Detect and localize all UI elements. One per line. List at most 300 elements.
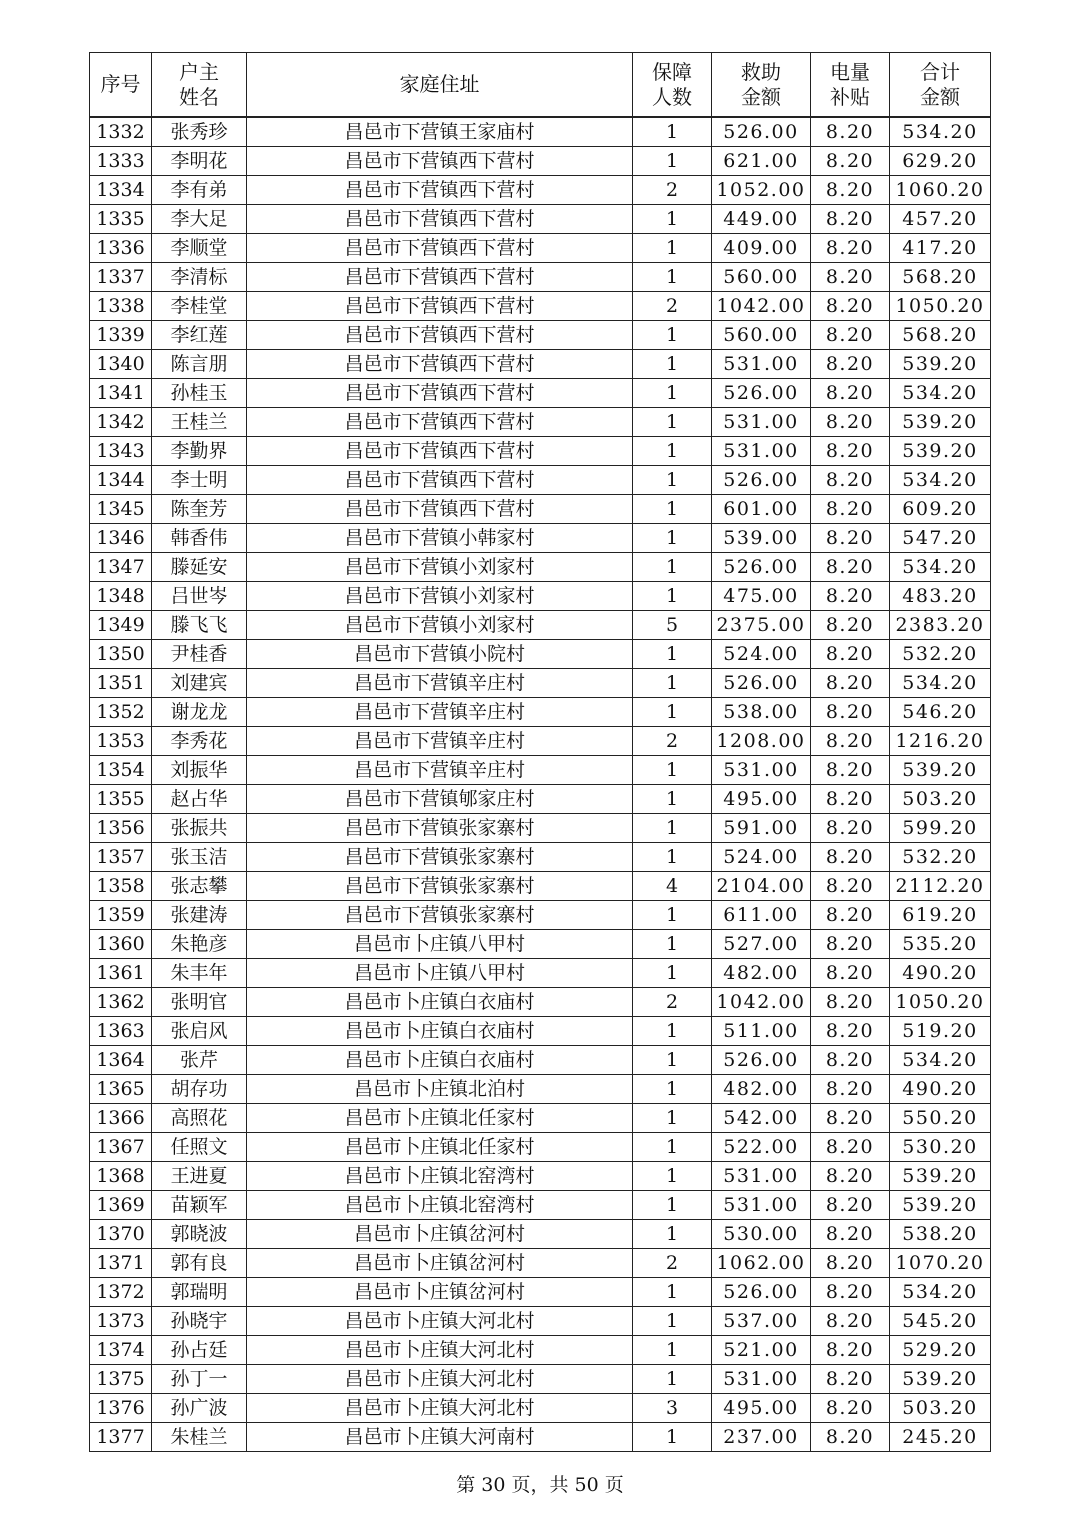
cell-relief-amount: 531.00 (712, 1162, 811, 1191)
cell-householder-name: 张芹 (152, 1046, 247, 1075)
cell-householder-name: 朱丰年 (152, 959, 247, 988)
cell-home-address: 昌邑市下营镇郇家庄村 (247, 785, 633, 814)
cell-total-amount: 1060.20 (890, 176, 991, 205)
cell-electricity-subsidy: 8.20 (811, 205, 890, 234)
cell-serial-number: 1338 (90, 292, 152, 321)
cell-householder-name: 胡存功 (152, 1075, 247, 1104)
cell-householder-name: 赵占华 (152, 785, 247, 814)
cell-total-amount: 534.20 (890, 553, 991, 582)
cell-relief-amount: 482.00 (712, 959, 811, 988)
cell-relief-amount: 530.00 (712, 1220, 811, 1249)
cell-householder-name: 李清标 (152, 263, 247, 292)
cell-insured-count: 1 (633, 553, 712, 582)
cell-total-amount: 539.20 (890, 350, 991, 379)
cell-householder-name: 王桂兰 (152, 408, 247, 437)
cell-relief-amount: 531.00 (712, 408, 811, 437)
cell-electricity-subsidy: 8.20 (811, 611, 890, 640)
cell-electricity-subsidy: 8.20 (811, 1249, 890, 1278)
table-row (90, 1162, 991, 1191)
cell-serial-number: 1347 (90, 553, 152, 582)
cell-total-amount: 503.20 (890, 785, 991, 814)
header-row (90, 53, 991, 118)
cell-serial-number: 1376 (90, 1394, 152, 1423)
table-row (90, 1017, 991, 1046)
cell-total-amount: 609.20 (890, 495, 991, 524)
cell-total-amount: 539.20 (890, 408, 991, 437)
cell-home-address: 昌邑市下营镇小刘家村 (247, 553, 633, 582)
cell-relief-amount: 521.00 (712, 1336, 811, 1365)
cell-relief-amount: 409.00 (712, 234, 811, 263)
cell-electricity-subsidy: 8.20 (811, 582, 890, 611)
cell-electricity-subsidy: 8.20 (811, 321, 890, 350)
cell-relief-amount: 1042.00 (712, 988, 811, 1017)
cell-total-amount: 539.20 (890, 437, 991, 466)
cell-electricity-subsidy: 8.20 (811, 930, 890, 959)
cell-serial-number: 1375 (90, 1365, 152, 1394)
cell-householder-name: 孙桂玉 (152, 379, 247, 408)
cell-insured-count: 2 (633, 727, 712, 756)
cell-home-address: 昌邑市卜庄镇岔河村 (247, 1278, 633, 1307)
cell-home-address: 昌邑市下营镇西下营村 (247, 495, 633, 524)
table-row (90, 437, 991, 466)
header-total-amount: 合计 金额 (890, 53, 991, 118)
cell-insured-count: 3 (633, 1394, 712, 1423)
relief-roster-table (89, 52, 991, 1452)
cell-insured-count: 5 (633, 611, 712, 640)
cell-relief-amount: 1062.00 (712, 1249, 811, 1278)
table-row (90, 1191, 991, 1220)
cell-serial-number: 1372 (90, 1278, 152, 1307)
cell-insured-count: 2 (633, 292, 712, 321)
cell-householder-name: 李桂堂 (152, 292, 247, 321)
cell-relief-amount: 591.00 (712, 814, 811, 843)
cell-electricity-subsidy: 8.20 (811, 1336, 890, 1365)
cell-householder-name: 朱艳彦 (152, 930, 247, 959)
cell-home-address: 昌邑市卜庄镇岔河村 (247, 1220, 633, 1249)
cell-total-amount: 1050.20 (890, 292, 991, 321)
cell-relief-amount: 526.00 (712, 669, 811, 698)
cell-insured-count: 4 (633, 872, 712, 901)
cell-electricity-subsidy: 8.20 (811, 1017, 890, 1046)
cell-home-address: 昌邑市卜庄镇北泊村 (247, 1075, 633, 1104)
table-row (90, 785, 991, 814)
cell-home-address: 昌邑市下营镇辛庄村 (247, 756, 633, 785)
cell-electricity-subsidy: 8.20 (811, 988, 890, 1017)
cell-total-amount: 619.20 (890, 901, 991, 930)
cell-total-amount: 532.20 (890, 640, 991, 669)
cell-householder-name: 吕世岑 (152, 582, 247, 611)
cell-home-address: 昌邑市卜庄镇白衣庙村 (247, 1017, 633, 1046)
cell-insured-count: 1 (633, 437, 712, 466)
cell-home-address: 昌邑市卜庄镇白衣庙村 (247, 988, 633, 1017)
cell-relief-amount: 449.00 (712, 205, 811, 234)
cell-relief-amount: 526.00 (712, 117, 811, 147)
table-row (90, 1307, 991, 1336)
cell-home-address: 昌邑市下营镇西下营村 (247, 292, 633, 321)
cell-electricity-subsidy: 8.20 (811, 669, 890, 698)
cell-electricity-subsidy: 8.20 (811, 1220, 890, 1249)
cell-serial-number: 1353 (90, 727, 152, 756)
cell-electricity-subsidy: 8.20 (811, 1423, 890, 1452)
header-relief-amount: 救助 金额 (712, 53, 811, 118)
cell-serial-number: 1364 (90, 1046, 152, 1075)
table-row (90, 205, 991, 234)
cell-serial-number: 1336 (90, 234, 152, 263)
cell-householder-name: 李勤界 (152, 437, 247, 466)
table-row (90, 263, 991, 292)
cell-householder-name: 李秀花 (152, 727, 247, 756)
cell-serial-number: 1349 (90, 611, 152, 640)
table-row (90, 495, 991, 524)
cell-householder-name: 滕延安 (152, 553, 247, 582)
cell-home-address: 昌邑市下营镇西下营村 (247, 205, 633, 234)
cell-relief-amount: 531.00 (712, 350, 811, 379)
table-row (90, 1365, 991, 1394)
cell-relief-amount: 539.00 (712, 524, 811, 553)
cell-relief-amount: 1042.00 (712, 292, 811, 321)
table-row (90, 988, 991, 1017)
cell-insured-count: 1 (633, 785, 712, 814)
cell-total-amount: 2383.20 (890, 611, 991, 640)
table-row (90, 1249, 991, 1278)
table-row (90, 930, 991, 959)
cell-home-address: 昌邑市下营镇小刘家村 (247, 611, 633, 640)
cell-insured-count: 1 (633, 1307, 712, 1336)
cell-home-address: 昌邑市下营镇西下营村 (247, 350, 633, 379)
cell-householder-name: 郭有良 (152, 1249, 247, 1278)
cell-home-address: 昌邑市下营镇王家庙村 (247, 117, 633, 147)
cell-total-amount: 503.20 (890, 1394, 991, 1423)
cell-householder-name: 陈言朋 (152, 350, 247, 379)
cell-insured-count: 1 (633, 321, 712, 350)
table-row (90, 1394, 991, 1423)
cell-electricity-subsidy: 8.20 (811, 872, 890, 901)
cell-electricity-subsidy: 8.20 (811, 814, 890, 843)
cell-serial-number: 1357 (90, 843, 152, 872)
table-row (90, 1220, 991, 1249)
page-footer: 第 30 页，共 50 页 (456, 1474, 624, 1496)
cell-electricity-subsidy: 8.20 (811, 553, 890, 582)
cell-serial-number: 1358 (90, 872, 152, 901)
cell-relief-amount: 538.00 (712, 698, 811, 727)
cell-insured-count: 1 (633, 147, 712, 176)
cell-total-amount: 568.20 (890, 321, 991, 350)
cell-relief-amount: 526.00 (712, 379, 811, 408)
cell-total-amount: 534.20 (890, 1278, 991, 1307)
table-row (90, 872, 991, 901)
cell-insured-count: 1 (633, 756, 712, 785)
cell-relief-amount: 560.00 (712, 321, 811, 350)
cell-electricity-subsidy: 8.20 (811, 1133, 890, 1162)
cell-home-address: 昌邑市下营镇张家寨村 (247, 843, 633, 872)
cell-home-address: 昌邑市下营镇西下营村 (247, 176, 633, 205)
cell-total-amount: 530.20 (890, 1133, 991, 1162)
cell-insured-count: 1 (633, 930, 712, 959)
cell-serial-number: 1337 (90, 263, 152, 292)
cell-insured-count: 2 (633, 1249, 712, 1278)
cell-relief-amount: 482.00 (712, 1075, 811, 1104)
cell-insured-count: 1 (633, 205, 712, 234)
cell-home-address: 昌邑市卜庄镇八甲村 (247, 959, 633, 988)
cell-home-address: 昌邑市下营镇张家寨村 (247, 901, 633, 930)
table-row (90, 669, 991, 698)
cell-householder-name: 张振共 (152, 814, 247, 843)
cell-insured-count: 1 (633, 117, 712, 147)
cell-electricity-subsidy: 8.20 (811, 176, 890, 205)
table-row (90, 727, 991, 756)
table-row (90, 901, 991, 930)
cell-electricity-subsidy: 8.20 (811, 292, 890, 321)
cell-serial-number: 1368 (90, 1162, 152, 1191)
table-header (90, 53, 991, 118)
header-householder-name: 户主 姓名 (152, 53, 247, 118)
cell-householder-name: 孙晓宇 (152, 1307, 247, 1336)
cell-serial-number: 1373 (90, 1307, 152, 1336)
cell-serial-number: 1363 (90, 1017, 152, 1046)
cell-relief-amount: 2104.00 (712, 872, 811, 901)
cell-serial-number: 1332 (90, 117, 152, 147)
cell-serial-number: 1356 (90, 814, 152, 843)
cell-electricity-subsidy: 8.20 (811, 756, 890, 785)
cell-electricity-subsidy: 8.20 (811, 640, 890, 669)
cell-relief-amount: 560.00 (712, 263, 811, 292)
cell-insured-count: 1 (633, 1423, 712, 1452)
cell-insured-count: 1 (633, 1220, 712, 1249)
cell-total-amount: 539.20 (890, 1162, 991, 1191)
cell-serial-number: 1334 (90, 176, 152, 205)
cell-serial-number: 1344 (90, 466, 152, 495)
cell-home-address: 昌邑市卜庄镇白衣庙村 (247, 1046, 633, 1075)
cell-relief-amount: 522.00 (712, 1133, 811, 1162)
header-electricity-subsidy: 电量 补贴 (811, 53, 890, 118)
cell-relief-amount: 531.00 (712, 437, 811, 466)
cell-total-amount: 535.20 (890, 930, 991, 959)
cell-serial-number: 1333 (90, 147, 152, 176)
cell-home-address: 昌邑市卜庄镇大河北村 (247, 1336, 633, 1365)
cell-home-address: 昌邑市卜庄镇北窑湾村 (247, 1162, 633, 1191)
cell-electricity-subsidy: 8.20 (811, 234, 890, 263)
table-row (90, 147, 991, 176)
cell-total-amount: 483.20 (890, 582, 991, 611)
cell-householder-name: 王进夏 (152, 1162, 247, 1191)
cell-householder-name: 高照花 (152, 1104, 247, 1133)
cell-householder-name: 陈奎芳 (152, 495, 247, 524)
cell-insured-count: 1 (633, 901, 712, 930)
cell-serial-number: 1345 (90, 495, 152, 524)
cell-insured-count: 1 (633, 1104, 712, 1133)
table-row (90, 582, 991, 611)
cell-total-amount: 546.20 (890, 698, 991, 727)
cell-home-address: 昌邑市下营镇小刘家村 (247, 582, 633, 611)
cell-householder-name: 苗颖军 (152, 1191, 247, 1220)
cell-electricity-subsidy: 8.20 (811, 350, 890, 379)
cell-total-amount: 457.20 (890, 205, 991, 234)
cell-home-address: 昌邑市卜庄镇北任家村 (247, 1133, 633, 1162)
cell-total-amount: 245.20 (890, 1423, 991, 1452)
cell-insured-count: 1 (633, 640, 712, 669)
table-row (90, 1278, 991, 1307)
cell-householder-name: 李士明 (152, 466, 247, 495)
header-serial-number: 序号 (90, 53, 152, 118)
cell-insured-count: 1 (633, 466, 712, 495)
cell-electricity-subsidy: 8.20 (811, 495, 890, 524)
cell-insured-count: 1 (633, 1046, 712, 1075)
cell-electricity-subsidy: 8.20 (811, 408, 890, 437)
cell-serial-number: 1341 (90, 379, 152, 408)
cell-householder-name: 谢龙龙 (152, 698, 247, 727)
cell-householder-name: 李明花 (152, 147, 247, 176)
cell-home-address: 昌邑市下营镇张家寨村 (247, 872, 633, 901)
cell-insured-count: 1 (633, 1336, 712, 1365)
cell-total-amount: 417.20 (890, 234, 991, 263)
cell-householder-name: 李红莲 (152, 321, 247, 350)
cell-total-amount: 599.20 (890, 814, 991, 843)
cell-total-amount: 519.20 (890, 1017, 991, 1046)
cell-total-amount: 539.20 (890, 1365, 991, 1394)
cell-householder-name: 李大足 (152, 205, 247, 234)
cell-electricity-subsidy: 8.20 (811, 1365, 890, 1394)
cell-electricity-subsidy: 8.20 (811, 1278, 890, 1307)
cell-serial-number: 1359 (90, 901, 152, 930)
cell-home-address: 昌邑市下营镇辛庄村 (247, 698, 633, 727)
cell-insured-count: 1 (633, 234, 712, 263)
cell-relief-amount: 621.00 (712, 147, 811, 176)
cell-electricity-subsidy: 8.20 (811, 727, 890, 756)
cell-home-address: 昌邑市下营镇西下营村 (247, 321, 633, 350)
cell-householder-name: 李有弟 (152, 176, 247, 205)
cell-householder-name: 张秀珍 (152, 117, 247, 147)
cell-insured-count: 1 (633, 843, 712, 872)
cell-insured-count: 1 (633, 1278, 712, 1307)
cell-home-address: 昌邑市下营镇西下营村 (247, 466, 633, 495)
cell-relief-amount: 526.00 (712, 466, 811, 495)
cell-insured-count: 1 (633, 263, 712, 292)
cell-serial-number: 1342 (90, 408, 152, 437)
table-row (90, 1336, 991, 1365)
cell-relief-amount: 527.00 (712, 930, 811, 959)
cell-electricity-subsidy: 8.20 (811, 843, 890, 872)
cell-relief-amount: 495.00 (712, 1394, 811, 1423)
cell-total-amount: 1070.20 (890, 1249, 991, 1278)
cell-householder-name: 郭瑞明 (152, 1278, 247, 1307)
cell-total-amount: 539.20 (890, 1191, 991, 1220)
cell-insured-count: 1 (633, 379, 712, 408)
cell-electricity-subsidy: 8.20 (811, 1307, 890, 1336)
cell-relief-amount: 542.00 (712, 1104, 811, 1133)
table-row (90, 408, 991, 437)
cell-relief-amount: 526.00 (712, 1046, 811, 1075)
cell-electricity-subsidy: 8.20 (811, 1046, 890, 1075)
cell-electricity-subsidy: 8.20 (811, 785, 890, 814)
cell-home-address: 昌邑市下营镇西下营村 (247, 408, 633, 437)
cell-serial-number: 1350 (90, 640, 152, 669)
cell-electricity-subsidy: 8.20 (811, 379, 890, 408)
header-home-address: 家庭住址 (247, 53, 633, 118)
cell-insured-count: 1 (633, 350, 712, 379)
cell-insured-count: 1 (633, 1017, 712, 1046)
cell-relief-amount: 237.00 (712, 1423, 811, 1452)
table-row (90, 234, 991, 263)
cell-serial-number: 1377 (90, 1423, 152, 1452)
cell-relief-amount: 537.00 (712, 1307, 811, 1336)
cell-electricity-subsidy: 8.20 (811, 1191, 890, 1220)
cell-total-amount: 534.20 (890, 669, 991, 698)
cell-insured-count: 1 (633, 582, 712, 611)
cell-serial-number: 1370 (90, 1220, 152, 1249)
cell-householder-name: 任照文 (152, 1133, 247, 1162)
cell-home-address: 昌邑市下营镇小韩家村 (247, 524, 633, 553)
cell-insured-count: 1 (633, 1191, 712, 1220)
cell-householder-name: 张志攀 (152, 872, 247, 901)
cell-serial-number: 1367 (90, 1133, 152, 1162)
cell-home-address: 昌邑市卜庄镇北窑湾村 (247, 1191, 633, 1220)
cell-home-address: 昌邑市卜庄镇北任家村 (247, 1104, 633, 1133)
table-row (90, 1046, 991, 1075)
header-insured-count: 保障 人数 (633, 53, 712, 118)
cell-insured-count: 1 (633, 1075, 712, 1104)
cell-serial-number: 1361 (90, 959, 152, 988)
cell-householder-name: 朱桂兰 (152, 1423, 247, 1452)
cell-relief-amount: 524.00 (712, 843, 811, 872)
cell-total-amount: 545.20 (890, 1307, 991, 1336)
cell-home-address: 昌邑市下营镇西下营村 (247, 379, 633, 408)
cell-home-address: 昌邑市卜庄镇岔河村 (247, 1249, 633, 1278)
cell-total-amount: 534.20 (890, 1046, 991, 1075)
cell-insured-count: 2 (633, 176, 712, 205)
cell-home-address: 昌邑市下营镇辛庄村 (247, 727, 633, 756)
cell-insured-count: 1 (633, 698, 712, 727)
cell-serial-number: 1340 (90, 350, 152, 379)
table-row (90, 321, 991, 350)
cell-total-amount: 2112.20 (890, 872, 991, 901)
cell-relief-amount: 611.00 (712, 901, 811, 930)
cell-electricity-subsidy: 8.20 (811, 901, 890, 930)
table-row (90, 176, 991, 205)
cell-total-amount: 529.20 (890, 1336, 991, 1365)
cell-insured-count: 1 (633, 1162, 712, 1191)
cell-home-address: 昌邑市下营镇辛庄村 (247, 669, 633, 698)
cell-home-address: 昌邑市卜庄镇大河北村 (247, 1394, 633, 1423)
cell-relief-amount: 526.00 (712, 553, 811, 582)
table-row (90, 553, 991, 582)
cell-electricity-subsidy: 8.20 (811, 117, 890, 147)
cell-serial-number: 1348 (90, 582, 152, 611)
cell-householder-name: 孙占廷 (152, 1336, 247, 1365)
table-row (90, 611, 991, 640)
cell-relief-amount: 2375.00 (712, 611, 811, 640)
cell-electricity-subsidy: 8.20 (811, 147, 890, 176)
cell-electricity-subsidy: 8.20 (811, 263, 890, 292)
cell-serial-number: 1354 (90, 756, 152, 785)
cell-total-amount: 550.20 (890, 1104, 991, 1133)
table-row (90, 1133, 991, 1162)
cell-householder-name: 张玉洁 (152, 843, 247, 872)
cell-serial-number: 1369 (90, 1191, 152, 1220)
cell-electricity-subsidy: 8.20 (811, 959, 890, 988)
table-row (90, 117, 991, 147)
cell-electricity-subsidy: 8.20 (811, 524, 890, 553)
cell-electricity-subsidy: 8.20 (811, 1162, 890, 1191)
table-row (90, 1075, 991, 1104)
table-row (90, 959, 991, 988)
cell-electricity-subsidy: 8.20 (811, 1394, 890, 1423)
cell-householder-name: 尹桂香 (152, 640, 247, 669)
cell-householder-name: 刘建宾 (152, 669, 247, 698)
cell-relief-amount: 531.00 (712, 1365, 811, 1394)
cell-total-amount: 534.20 (890, 117, 991, 147)
cell-home-address: 昌邑市卜庄镇大河南村 (247, 1423, 633, 1452)
cell-serial-number: 1343 (90, 437, 152, 466)
